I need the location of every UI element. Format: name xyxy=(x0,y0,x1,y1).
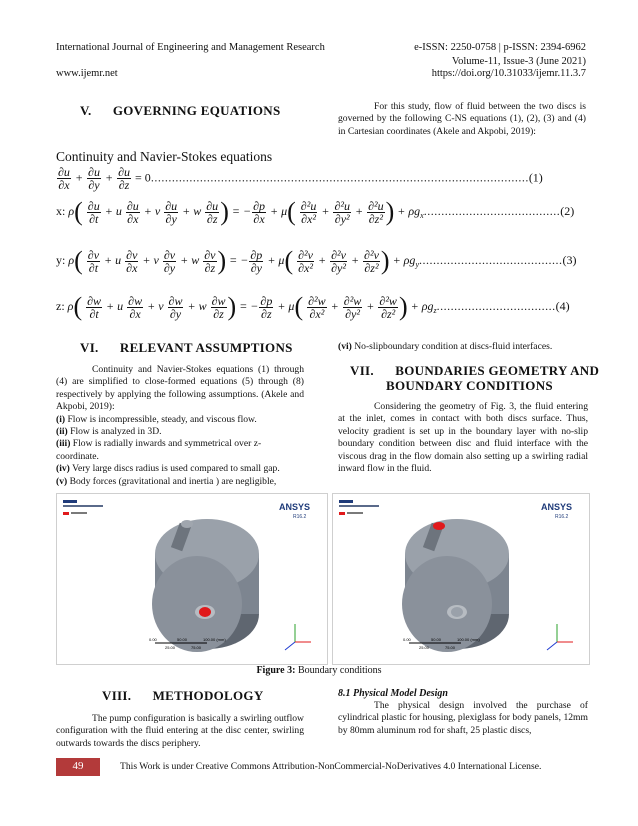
equation-4: z: ρ( $\frac{\partial w}{\partial t}$ + u $\frac{\partial w}{\partial x}$ + v $\frac{\partial w}{\partial y}$ + w $\frac{\partial w}{\partial z}$ ) = − $\frac{\partial p}{\partial z}$ + μ( $\frac{\text{∂²w}}{\text{∂x²}}$ + $\frac{\text{∂²w}}{\text{∂y²}}$ + $\frac{\text{∂²w}}{\text{∂z²}}$ ) + $\rho g_z..................................(4)$ xyxy=(56,292,570,321)
assumption-item: (iii) Flow is radially inwards and symmetrical over z-coordinate. xyxy=(56,438,262,462)
equation-1: $\frac{\partial u}{\partial x}$ + $\frac{\partial u}{\partial y}$ + $\frac{\partial u}{\partial z}$ = 0............................................................................................................(1) xyxy=(58,165,543,192)
scale-label: 50.00 xyxy=(177,637,188,642)
assumptions-intro: Continuity and Navier-Stokes equations (1) through (4) are simplified to close-formed equations (5) through (8) respectively by applying the following assumptions. (Akele and Akpobi, 2019): xyxy=(56,364,304,413)
assumption-item: (vi) No-slipboundary condition at discs-fluid interfaces. xyxy=(338,341,553,352)
methodology-paragraph: The pump configuration is basically a swirling outflow configuration with the fluid entering at the disc center, swirling outwards towards the discs periphery. xyxy=(56,713,304,749)
issn: e-ISSN: 2250-0758 | p-ISSN: 2394-6962 xyxy=(414,42,586,53)
scale-label: 50.00 xyxy=(431,637,442,642)
scale-label: 0.00 xyxy=(403,637,411,642)
section-heading-assumptions: VI. RELEVANT ASSUMPTIONS xyxy=(80,340,293,355)
figure-panel-left xyxy=(56,493,328,665)
figure-panel-right xyxy=(332,493,590,665)
scale-label: 0.00 xyxy=(149,637,157,642)
equation-number: (2) xyxy=(560,203,575,218)
boundaries-paragraph: Considering the geometry of Fig. 3, the fluid entering at the inlet, comes in contact with both discs surface. Thus, velocity gradient is set up in the boundary layer with no-slip boundary condition between disc and fluid interface with the viscous drag in the flow domain also setting up a swirling radial inward flow in the fluid. xyxy=(338,401,588,475)
license-text: This Work is under Creative Commons Attribution-NonCommercial-NoDerivatives 4.0 International License. xyxy=(120,761,542,772)
doi-link[interactable]: https://doi.org/10.31033/ijemr.11.3.7 xyxy=(431,68,586,79)
assumptions-block xyxy=(56,364,304,488)
ansys-logo: ANSYS xyxy=(541,502,573,512)
ansys-logo: ANSYS xyxy=(279,502,311,512)
assumption-item: (ii) Flow is analyzed in 3D. xyxy=(56,426,162,438)
scale-label: 75.00 xyxy=(191,645,202,650)
axis-triad-icon xyxy=(285,624,311,650)
eq-axis-label: z: xyxy=(56,298,65,313)
scale-label: 25.00 xyxy=(165,645,176,650)
assumption-item: (iv) Very large discs radius is used compared to small gap. xyxy=(56,463,280,475)
scale-label: 100.00 (mm) xyxy=(203,637,226,642)
scale-label: 25.00 xyxy=(419,645,430,650)
equation-2: x: ρ( $\frac{\partial u}{\partial t}$ + u $\frac{\partial u}{\partial x}$ + v $\frac{\partial u}{\partial y}$ + w $\frac{\partial u}{\partial z}$ ) = − $\frac{\partial p}{\partial x}$ + μ( $\frac{\text{∂²u}}{\text{∂x²}}$ + $\frac{\text{∂²u}}{\text{∂y²}}$ + $\frac{\text{∂²u}}{\text{∂z²}}$ ) + $\rho g_x.......................................(2)$ xyxy=(56,197,575,226)
eq-axis-label: x: xyxy=(56,203,66,218)
section-heading-governing: V. GOVERNING EQUATIONS xyxy=(80,103,281,118)
pump-model-right xyxy=(402,519,509,652)
axis-triad-icon xyxy=(547,624,573,650)
assumption-item: (v) Body forces (gravitational and inertia ) are negligible, xyxy=(56,475,277,487)
eq-axis-label: y: xyxy=(56,252,66,267)
section-heading-methodology: VIII. METHODOLOGY xyxy=(102,688,264,703)
section-heading-boundaries: VII. BOUNDARIES GEOMETRY AND xyxy=(350,363,600,378)
governing-paragraph: For this study, flow of fluid between the two discs is governed by the following C-NS equations (1), (2), (3) and (4) in Cartesian coordinates (Akele and Akpobi, 2019): xyxy=(338,101,586,137)
subsection-heading-physical: 8.1 Physical Model Design xyxy=(338,688,448,699)
continuity-label: Continuity and Navier-Stokes equations xyxy=(56,149,273,164)
volume-info: Volume-11, Issue-3 (June 2021) xyxy=(451,56,586,67)
journal-name: International Journal of Engineering and Management Research xyxy=(56,42,325,53)
equation-3: y: ρ( $\frac{\partial v}{\partial t}$ + u $\frac{\partial v}{\partial x}$ + v $\frac{\partial v}{\partial y}$ + w $\frac{\partial v}{\partial z}$ ) = − $\frac{\partial p}{\partial y}$ + μ( $\frac{\text{∂²v}}{\text{∂x²}}$ + $\frac{\text{∂²v}}{\text{∂y²}}$ + $\frac{\text{∂²v}}{\text{∂z²}}$ ) + $\rho g_y.........................................(3)$ xyxy=(56,246,577,275)
scale-label: 100.00 (mm) xyxy=(457,637,480,642)
equation-number: (3) xyxy=(562,252,577,267)
section-heading-boundaries-cont: BOUNDARY CONDITIONS xyxy=(386,378,553,393)
ansys-version: R16.2 xyxy=(293,514,307,520)
figure-caption: Figure 3: Boundary conditions xyxy=(256,665,382,676)
assumption-item: (i) Flow is incompressible, steady, and viscous flow. xyxy=(56,413,257,425)
physical-paragraph: The physical design involved the purchase of cylindrical plastic for housing, plexiglass for body panels, 12mm by 80mm aluminum rod for shaft, 25 plastic discs, xyxy=(338,700,588,736)
scale-label: 75.00 xyxy=(445,645,456,650)
equation-number: (1) xyxy=(528,170,543,185)
ansys-version: R16.2 xyxy=(555,514,569,520)
pump-model-left xyxy=(152,519,259,652)
equation-number: (4) xyxy=(555,298,570,313)
page-number: 49 xyxy=(72,760,84,772)
website-link[interactable]: www.ijemr.net xyxy=(56,68,118,79)
